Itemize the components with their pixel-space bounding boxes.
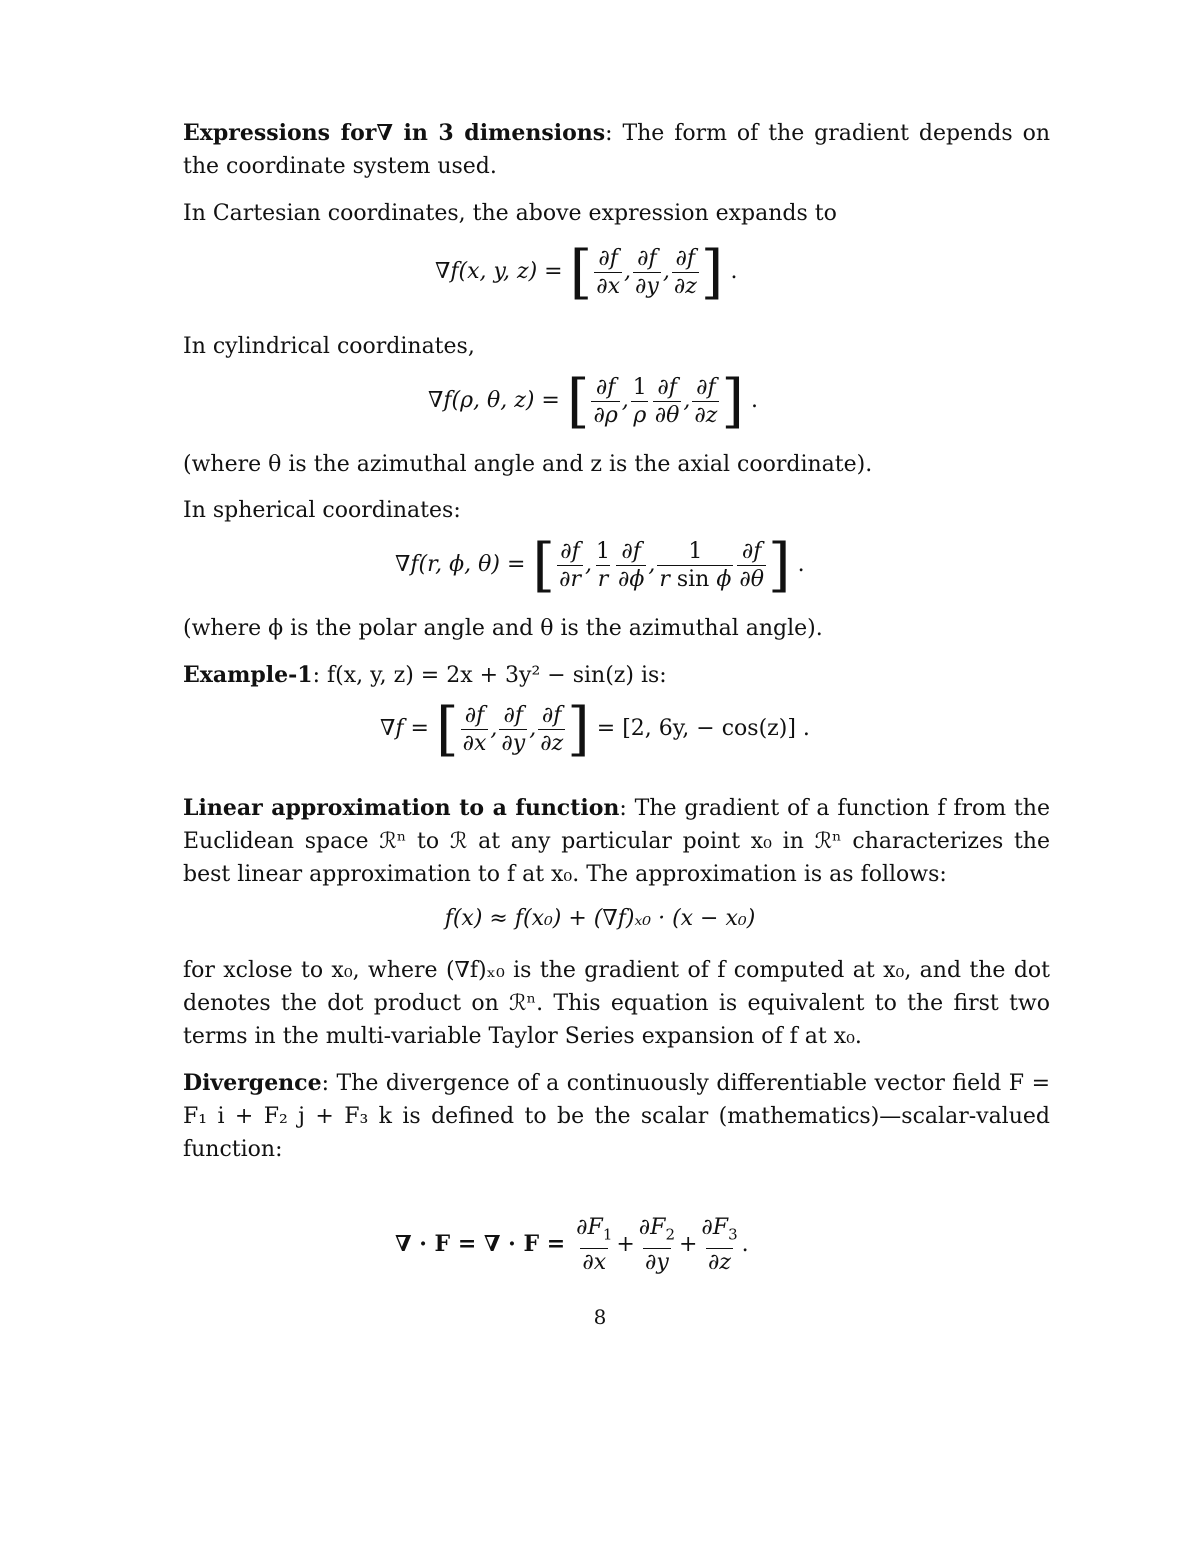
heading-divergence-text: : The divergence of a continuously differentiable vector field F = F₁ i + F₂ j + F₃ k is defined to be the scalar (mathematics)—scalar-valued function: [183,1071,1050,1162]
example-1-text: : f(x, y, z) = 2x + 3y² − sin(z) is: [312,663,667,688]
equation-divergence-lhs: ∇ · F = ∇ · F = [395,1231,566,1258]
page-number: 8 [593,1305,607,1329]
heading-gradient-3d: Expressions for∇ in 3 dimensions [183,120,606,146]
heading-divergence: Divergence [183,1070,322,1096]
equation-divergence: ∇ · F = ∇ · F = $\frac{\partial F_1}{\partial x}$ + $\frac{\partial F_2}{\partial y}$ + $\frac{\partial F_3}{\partial z}$ . [395,1215,749,1276]
section-divergence [183,1067,1050,1166]
para-spherical: In spherical coordinates: [183,498,461,523]
equation-cartesian: ∇f(x, y, z) = [ $\frac{\partial f}{\partial x}$ , $\frac{\partial f}{\partial y}$ , $\frac{\partial f}{\partial z}$ ] . [435,238,738,306]
para-linear-explanation: for xclose to x₀, where (∇f)ₓ₀ is the gradient of f computed at x₀, and the dot denotes the dot product on ℛⁿ. This equation is equivalent to the first two terms in the multi-variable Taylor Series expansion of f at x₀. [183,958,1050,1049]
equation-example: ∇f = [ $\frac{\partial f}{\partial x}$ , $\frac{\partial f}{\partial y}$ , $\frac{\partial f}{\partial z}$ ] = [2, 6y, − cos(z)] . [380,695,810,763]
equation-cartesian-lhs: ∇f(x, y, z) = [435,259,563,284]
heading-linear-approx: Linear approximation to a function [183,795,620,821]
example-1 [183,659,1050,692]
note-spherical: (where ϕ is the polar angle and θ is the azimuthal angle). [183,616,823,641]
equation-example-result: = [2, 6y, − cos(z)] . [596,716,810,741]
para-cartesian: In Cartesian coordinates, the above expression expands to [183,201,837,226]
heading-linear-approx-text: : The gradient of a function f from the Euclidean space ℛⁿ to ℛ at any particular point x₀ in ℛⁿ characterizes the best linear approximation to f at x₀. The approximation is as follows: [183,796,1050,887]
section-linear-approx [183,792,1050,891]
para-cylindrical: In cylindrical coordinates, [183,334,475,359]
example-1-label: Example-1 [183,662,313,688]
section-gradient-3d [183,117,1050,183]
equation-spherical-lhs: ∇f(r, ϕ, θ) = [395,552,526,577]
equation-spherical: ∇f(r, ϕ, θ) = [ $\frac{\partial f}{\partial r}$ , $\frac{1}{r}$ $\frac{\partial f}{\partial\phi}$ , $\frac{1}{\text{r sin ϕ}}$ $\frac{\partial f}{\partial\theta}$ ] . [395,531,805,599]
equation-cylindrical-lhs: ∇f(ρ, θ, z) = [428,388,560,413]
equation-cylindrical: ∇f(ρ, θ, z) = [ $\frac{\partial f}{\partial\rho}$ , $\frac{1}{\rho}$ $\frac{\partial f}{\partial\theta}$ , $\frac{\partial f}{\partial z}$ ] . [428,367,759,435]
equation-linear: f(x) ≈ f(x₀) + (∇f)ₓ₀ · (x − x₀) [444,906,756,931]
note-cylindrical: (where θ is the azimuthal angle and z is the axial coordinate). [183,452,873,477]
heading-gradient-3d-text: : The form of the gradient depends on the coordinate system used. [183,121,1051,179]
